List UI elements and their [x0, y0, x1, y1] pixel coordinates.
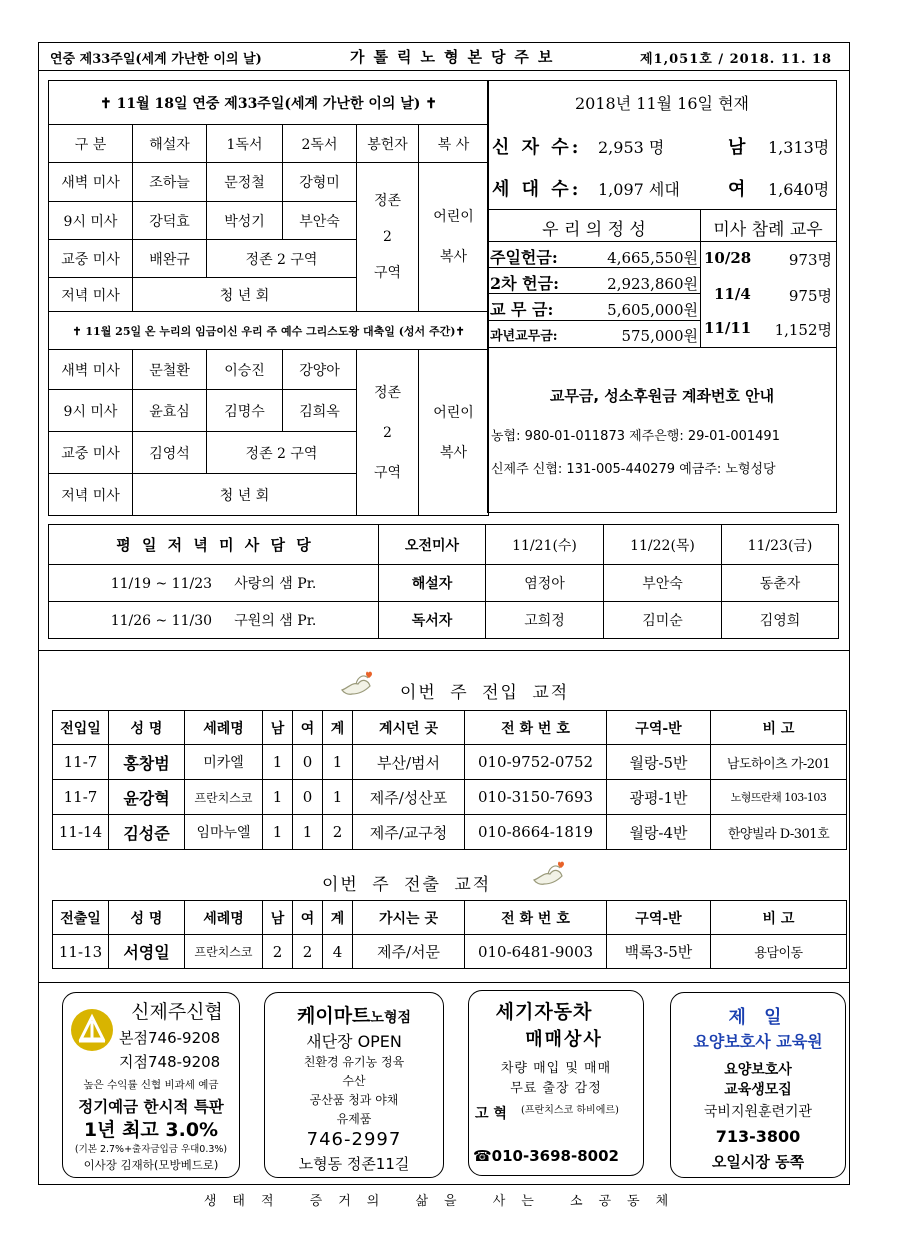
table-cell: 010-9752-0752 — [465, 745, 607, 780]
table-cell: 4 — [323, 935, 353, 969]
ad1-line: 지점748-9208 — [119, 1053, 221, 1071]
ad2-title-main: 케이마트 — [297, 1005, 371, 1027]
ad4-line: 오일시장 동쪽 — [711, 1153, 805, 1171]
table-cell: 1 — [323, 745, 353, 780]
section-divider — [38, 982, 850, 983]
ad3-line: 매매상사 — [525, 1029, 603, 1050]
column-header: 계 — [323, 711, 353, 745]
offerer-text: 2 — [383, 229, 392, 245]
col-header: 봉헌자 — [357, 125, 419, 163]
mass-label: 새벽 미사 — [49, 163, 133, 202]
table-cell: 010-8664-1819 — [465, 815, 607, 850]
table-cell: 광평-1반 — [607, 780, 711, 815]
table-cell: 백록3-5반 — [607, 935, 711, 969]
table-cell: 0 — [293, 780, 323, 815]
ad3-line: 고 혁 — [475, 1106, 507, 1122]
offerer-text: 구역 — [373, 464, 402, 481]
table-cell: 1 — [323, 780, 353, 815]
table-cell: 0 — [293, 745, 323, 780]
server-text: 복사 — [439, 249, 468, 265]
attendance-date: 11/11 — [704, 319, 752, 337]
weekday-zone: 구원의 샘 Pr. — [234, 613, 317, 629]
stats-divider — [488, 347, 836, 348]
table-cell: 1 — [263, 780, 293, 815]
ad4-line: 국비지원훈련기관 — [703, 1104, 813, 1120]
table-cell: 2 — [293, 935, 323, 969]
ad3-line: 차량 매입 및 매매 — [500, 1061, 612, 1076]
morning-label: 오전미사 — [379, 525, 486, 565]
ad-shinjeju-credit — [62, 992, 240, 1178]
bulletin-header — [50, 46, 850, 68]
ad-kmart — [264, 992, 444, 1178]
table-cell: 11-7 — [53, 745, 109, 780]
believers-value: 2,953 명 — [598, 138, 665, 157]
table-cell: 1 — [263, 745, 293, 780]
table-cell: 용담이동 — [711, 935, 847, 969]
section-divider — [38, 650, 850, 651]
ad3-line: 무료 출장 감정 — [510, 1081, 602, 1096]
weekday-dates: 11/19 ~ 11/23 — [110, 576, 213, 592]
commentator-cell: 김영석 — [133, 432, 207, 474]
table-cell: 11-7 — [53, 780, 109, 815]
table-cell: 노형뜨란채 103-103 — [711, 780, 847, 815]
weekday-title: 평 일 저 녁 미 사 담 당 — [49, 525, 379, 565]
ad1-line: 1년 최고 3.0% — [83, 1119, 219, 1141]
households-label: 세 대 수: — [492, 179, 582, 200]
attendance-value: 975명 — [788, 287, 832, 305]
stats-divider — [488, 209, 836, 210]
weekday-table — [48, 524, 839, 639]
ad2-line: 수산 — [342, 1074, 366, 1088]
reader-name: 김영희 — [722, 602, 839, 639]
column-header: 전 화 번 호 — [465, 901, 607, 935]
header-sunday: 연중 제33주일(세계 가난한 이의 날) — [50, 52, 262, 67]
reader2-cell: 강형미 — [283, 163, 357, 202]
ad2-title — [265, 1001, 443, 1028]
move-in-title: 이번 주 전입 교적 — [400, 683, 570, 703]
attendance-value: 973명 — [788, 251, 832, 269]
stats-box — [487, 80, 837, 513]
column-header: 비 고 — [711, 901, 847, 935]
week1-title: ✝ 11월 18일 연중 제33주일(세계 가난한 이의 날) ✝ — [49, 81, 489, 125]
move-out-table — [52, 900, 847, 969]
table-cell: 제주/서문 — [353, 935, 465, 969]
offerer-cell — [357, 350, 419, 516]
table-cell: 서영일 — [109, 935, 185, 969]
footer-slogan: 생태적 증거의 삶을 사는 소공동체 — [203, 1194, 685, 1209]
column-header: 성 명 — [109, 711, 185, 745]
all-merged: 청 년 회 — [133, 278, 357, 312]
female-value: 1,640명 — [768, 180, 830, 199]
column-header: 여 — [293, 901, 323, 935]
ad2-line: 친환경 유기농 정육 — [303, 1055, 405, 1069]
col-header: 복 사 — [419, 125, 489, 163]
server-cell — [419, 163, 489, 312]
header-title: 가톨릭노형본당주보 — [350, 48, 562, 66]
households-value: 1,097 세대 — [598, 180, 680, 199]
server-text: 복사 — [439, 444, 468, 461]
ad1-line: 이사장 김재하(모방베드로) — [83, 1158, 219, 1172]
server-text: 어린이 — [433, 404, 474, 421]
attendance-value: 1,152명 — [774, 321, 832, 339]
ad2-line: 공산품 청과 야채 — [309, 1093, 399, 1107]
move-out-header-row — [53, 901, 847, 935]
commentator-label: 해설자 — [379, 565, 486, 602]
reader1-cell: 박성기 — [207, 202, 283, 240]
offering-divider — [488, 267, 700, 268]
ad3-title: 세기자동차 — [495, 1001, 593, 1023]
table-cell: 2 — [323, 815, 353, 850]
move-in-table — [52, 710, 847, 850]
table-cell: 김성준 — [109, 815, 185, 850]
commentator-cell: 강덕효 — [133, 202, 207, 240]
mass-schedule — [48, 80, 489, 516]
schedule-table — [48, 80, 489, 516]
table-cell: 1 — [293, 815, 323, 850]
column-header: 가시는 곳 — [353, 901, 465, 935]
commentator-cell: 조하늘 — [133, 163, 207, 202]
ad1-line: 높은 수익률 신협 비과세 예금 — [83, 1079, 219, 1091]
mass-label: 새벽 미사 — [49, 350, 133, 390]
table-cell: 홍창범 — [109, 745, 185, 780]
col-header: 해설자 — [133, 125, 207, 163]
ad2-line: 새단장 OPEN — [306, 1032, 402, 1051]
table-cell: 1 — [263, 815, 293, 850]
weekday-mass — [48, 524, 839, 639]
commentator-cell: 문철환 — [133, 350, 207, 390]
mass-label: 9시 미사 — [49, 390, 133, 432]
offering-title: 우 리 의 정 성 — [542, 220, 646, 240]
column-header: 구역-반 — [607, 711, 711, 745]
col-header: 구 분 — [49, 125, 133, 163]
ad4-line: 요양보호사 교육원 — [693, 1032, 823, 1051]
column-header: 비 고 — [711, 711, 847, 745]
reader-name: 김미순 — [604, 602, 722, 639]
reader1-cell: 이승진 — [207, 350, 283, 390]
weekday-zone: 사랑의 샘 Pr. — [234, 576, 317, 592]
table-cell: 남도하이츠 가-201 — [711, 745, 847, 780]
table-cell: 한양빌라 D-301호 — [711, 815, 847, 850]
accounts-line1: 농협: 980-01-011873 제주은행: 29-01-001491 — [491, 429, 780, 444]
readers-merged: 정존 2 구역 — [207, 240, 357, 278]
table-cell: 월랑-5반 — [607, 745, 711, 780]
weekday-dates: 11/26 ~ 11/30 — [110, 613, 213, 629]
mass-label: 저녁 미사 — [49, 278, 133, 312]
ad1-line: (기본 2.7%+출자금입금 우대0.3%) — [74, 1144, 228, 1155]
mass-label: 9시 미사 — [49, 202, 133, 240]
col-header: 2독서 — [283, 125, 357, 163]
reader-name: 고희정 — [486, 602, 604, 639]
male-label: 남 — [728, 137, 746, 158]
credit-union-logo-icon — [69, 1007, 115, 1057]
ad4-title: 제 일 — [728, 1007, 788, 1028]
offerer-text: 2 — [383, 424, 392, 441]
ad4-line: 요양보호사 — [724, 1062, 792, 1078]
move-out-title: 이번 주 전출 교적 — [322, 875, 492, 895]
weekday-row — [49, 602, 379, 639]
move-out-section — [52, 900, 847, 969]
commentator-name: 부안숙 — [604, 565, 722, 602]
male-value: 1,313명 — [768, 138, 830, 157]
reader1-cell: 문정철 — [207, 163, 283, 202]
column-header: 남 — [263, 901, 293, 935]
ad3-line: (프란치스코 하비에르) — [521, 1105, 619, 1116]
table-row — [53, 935, 847, 969]
column-header: 전 화 번 호 — [465, 711, 607, 745]
move-in-header-row — [53, 711, 847, 745]
table-cell: 11-13 — [53, 935, 109, 969]
table-cell: 제주/성산포 — [353, 780, 465, 815]
dove-icon — [338, 668, 380, 706]
offering-label: 2차 헌금: — [490, 274, 559, 293]
dove-icon — [530, 858, 572, 896]
header-issue: 제1,051호 / 2018. 11. 18 — [640, 52, 833, 67]
ad4-line: 교육생모집 — [724, 1082, 792, 1098]
offering-value: 4,665,550원 — [607, 249, 698, 267]
table-row — [53, 780, 847, 815]
col-header: 1독서 — [207, 125, 283, 163]
table-cell: 제주/교구청 — [353, 815, 465, 850]
ad1-line: 본점746-9208 — [119, 1029, 221, 1047]
table-cell: 010-6481-9003 — [465, 935, 607, 969]
ad1-title: 신제주신협 — [131, 1001, 223, 1023]
stats-date: 2018년 11월 16일 현재 — [575, 94, 749, 113]
offering-value: 2,923,860원 — [607, 275, 698, 293]
believers-label: 신 자 수: — [492, 137, 582, 158]
mass-label: 교중 미사 — [49, 240, 133, 278]
server-cell — [419, 350, 489, 516]
offerer-text: 구역 — [373, 265, 402, 281]
table-row — [53, 815, 847, 850]
accounts-line2: 신제주 신협: 131-005-440279 예금주: 노형성당 — [491, 462, 776, 477]
offering-label: 주일헌금: — [490, 248, 558, 267]
table-cell: 미카엘 — [185, 745, 263, 780]
attendance-date: 11/4 — [714, 285, 751, 303]
ad3-phone: ☎010-3698-8002 — [473, 1147, 619, 1165]
commentator-cell: 윤효심 — [133, 390, 207, 432]
column-header: 전입일 — [53, 711, 109, 745]
move-in-section — [52, 710, 847, 850]
mass-label: 교중 미사 — [49, 432, 133, 474]
attendance-title: 미사 참례 교우 — [713, 220, 823, 240]
ad1-line: 정기예금 한시적 특판 — [78, 1098, 224, 1116]
all-merged: 청 년 회 — [133, 474, 357, 516]
stats-divider — [488, 241, 836, 242]
ad2-title-small: 노형점 — [370, 1010, 411, 1026]
table-cell: 프란치스코 — [185, 935, 263, 969]
ad-segi-motors — [468, 990, 644, 1176]
ad2-line: 유제품 — [336, 1112, 372, 1126]
offerer-cell — [357, 163, 419, 312]
offering-value: 5,605,000원 — [607, 301, 698, 319]
reader-label: 독서자 — [379, 602, 486, 639]
column-header: 여 — [293, 711, 323, 745]
ad-jeil-care — [670, 992, 846, 1178]
reader2-cell: 강양아 — [283, 350, 357, 390]
table-row — [53, 745, 847, 780]
readers-merged: 정존 2 구역 — [207, 432, 357, 474]
table-cell: 윤강혁 — [109, 780, 185, 815]
column-header: 구역-반 — [607, 901, 711, 935]
day-header: 11/21(수) — [486, 525, 604, 565]
table-cell: 부산/범서 — [353, 745, 465, 780]
accounts-title: 교무금, 성소후원금 계좌번호 안내 — [549, 387, 775, 405]
column-header: 세례명 — [185, 901, 263, 935]
offerer-text: 정존 — [373, 193, 402, 209]
table-cell: 11-14 — [53, 815, 109, 850]
offering-divider — [488, 320, 700, 321]
column-header: 남 — [263, 711, 293, 745]
reader2-cell: 부안숙 — [283, 202, 357, 240]
offerer-text: 정존 — [373, 384, 402, 401]
ad2-line: 746-2997 — [306, 1129, 402, 1150]
reader1-cell: 김명수 — [207, 390, 283, 432]
commentator-cell: 배완규 — [133, 240, 207, 278]
attendance-date: 10/28 — [704, 249, 752, 267]
ad2-line: 노형동 정존11길 — [298, 1155, 410, 1173]
table-cell: 월랑-4반 — [607, 815, 711, 850]
table-cell: 2 — [263, 935, 293, 969]
commentator-name: 동춘자 — [722, 565, 839, 602]
commentator-name: 염정아 — [486, 565, 604, 602]
column-header: 세례명 — [185, 711, 263, 745]
offering-label: 교 무 금: — [490, 300, 554, 319]
header-divider — [38, 70, 850, 71]
reader2-cell: 김희옥 — [283, 390, 357, 432]
day-header: 11/22(목) — [604, 525, 722, 565]
column-header: 계시던 곳 — [353, 711, 465, 745]
day-header: 11/23(금) — [722, 525, 839, 565]
ad4-line: 713-3800 — [715, 1127, 801, 1146]
mass-label: 저녁 미사 — [49, 474, 133, 516]
column-header: 성 명 — [109, 901, 185, 935]
column-header: 전출일 — [53, 901, 109, 935]
week2-title: ✝ 11월 25일 온 누리의 임금이신 우리 주 예수 그리스도왕 대축일 (성서 주간)✝ — [49, 312, 489, 350]
table-cell: 프란치스코 — [185, 780, 263, 815]
table-cell: 임마누엘 — [185, 815, 263, 850]
table-cell: 010-3150-7693 — [465, 780, 607, 815]
server-text: 어린이 — [433, 209, 474, 225]
weekday-row — [49, 565, 379, 602]
female-label: 여 — [728, 179, 746, 200]
offering-value: 575,000원 — [621, 327, 698, 345]
offering-divider — [488, 293, 700, 294]
column-header: 계 — [323, 901, 353, 935]
offering-label: 과년교무금: — [490, 329, 558, 344]
